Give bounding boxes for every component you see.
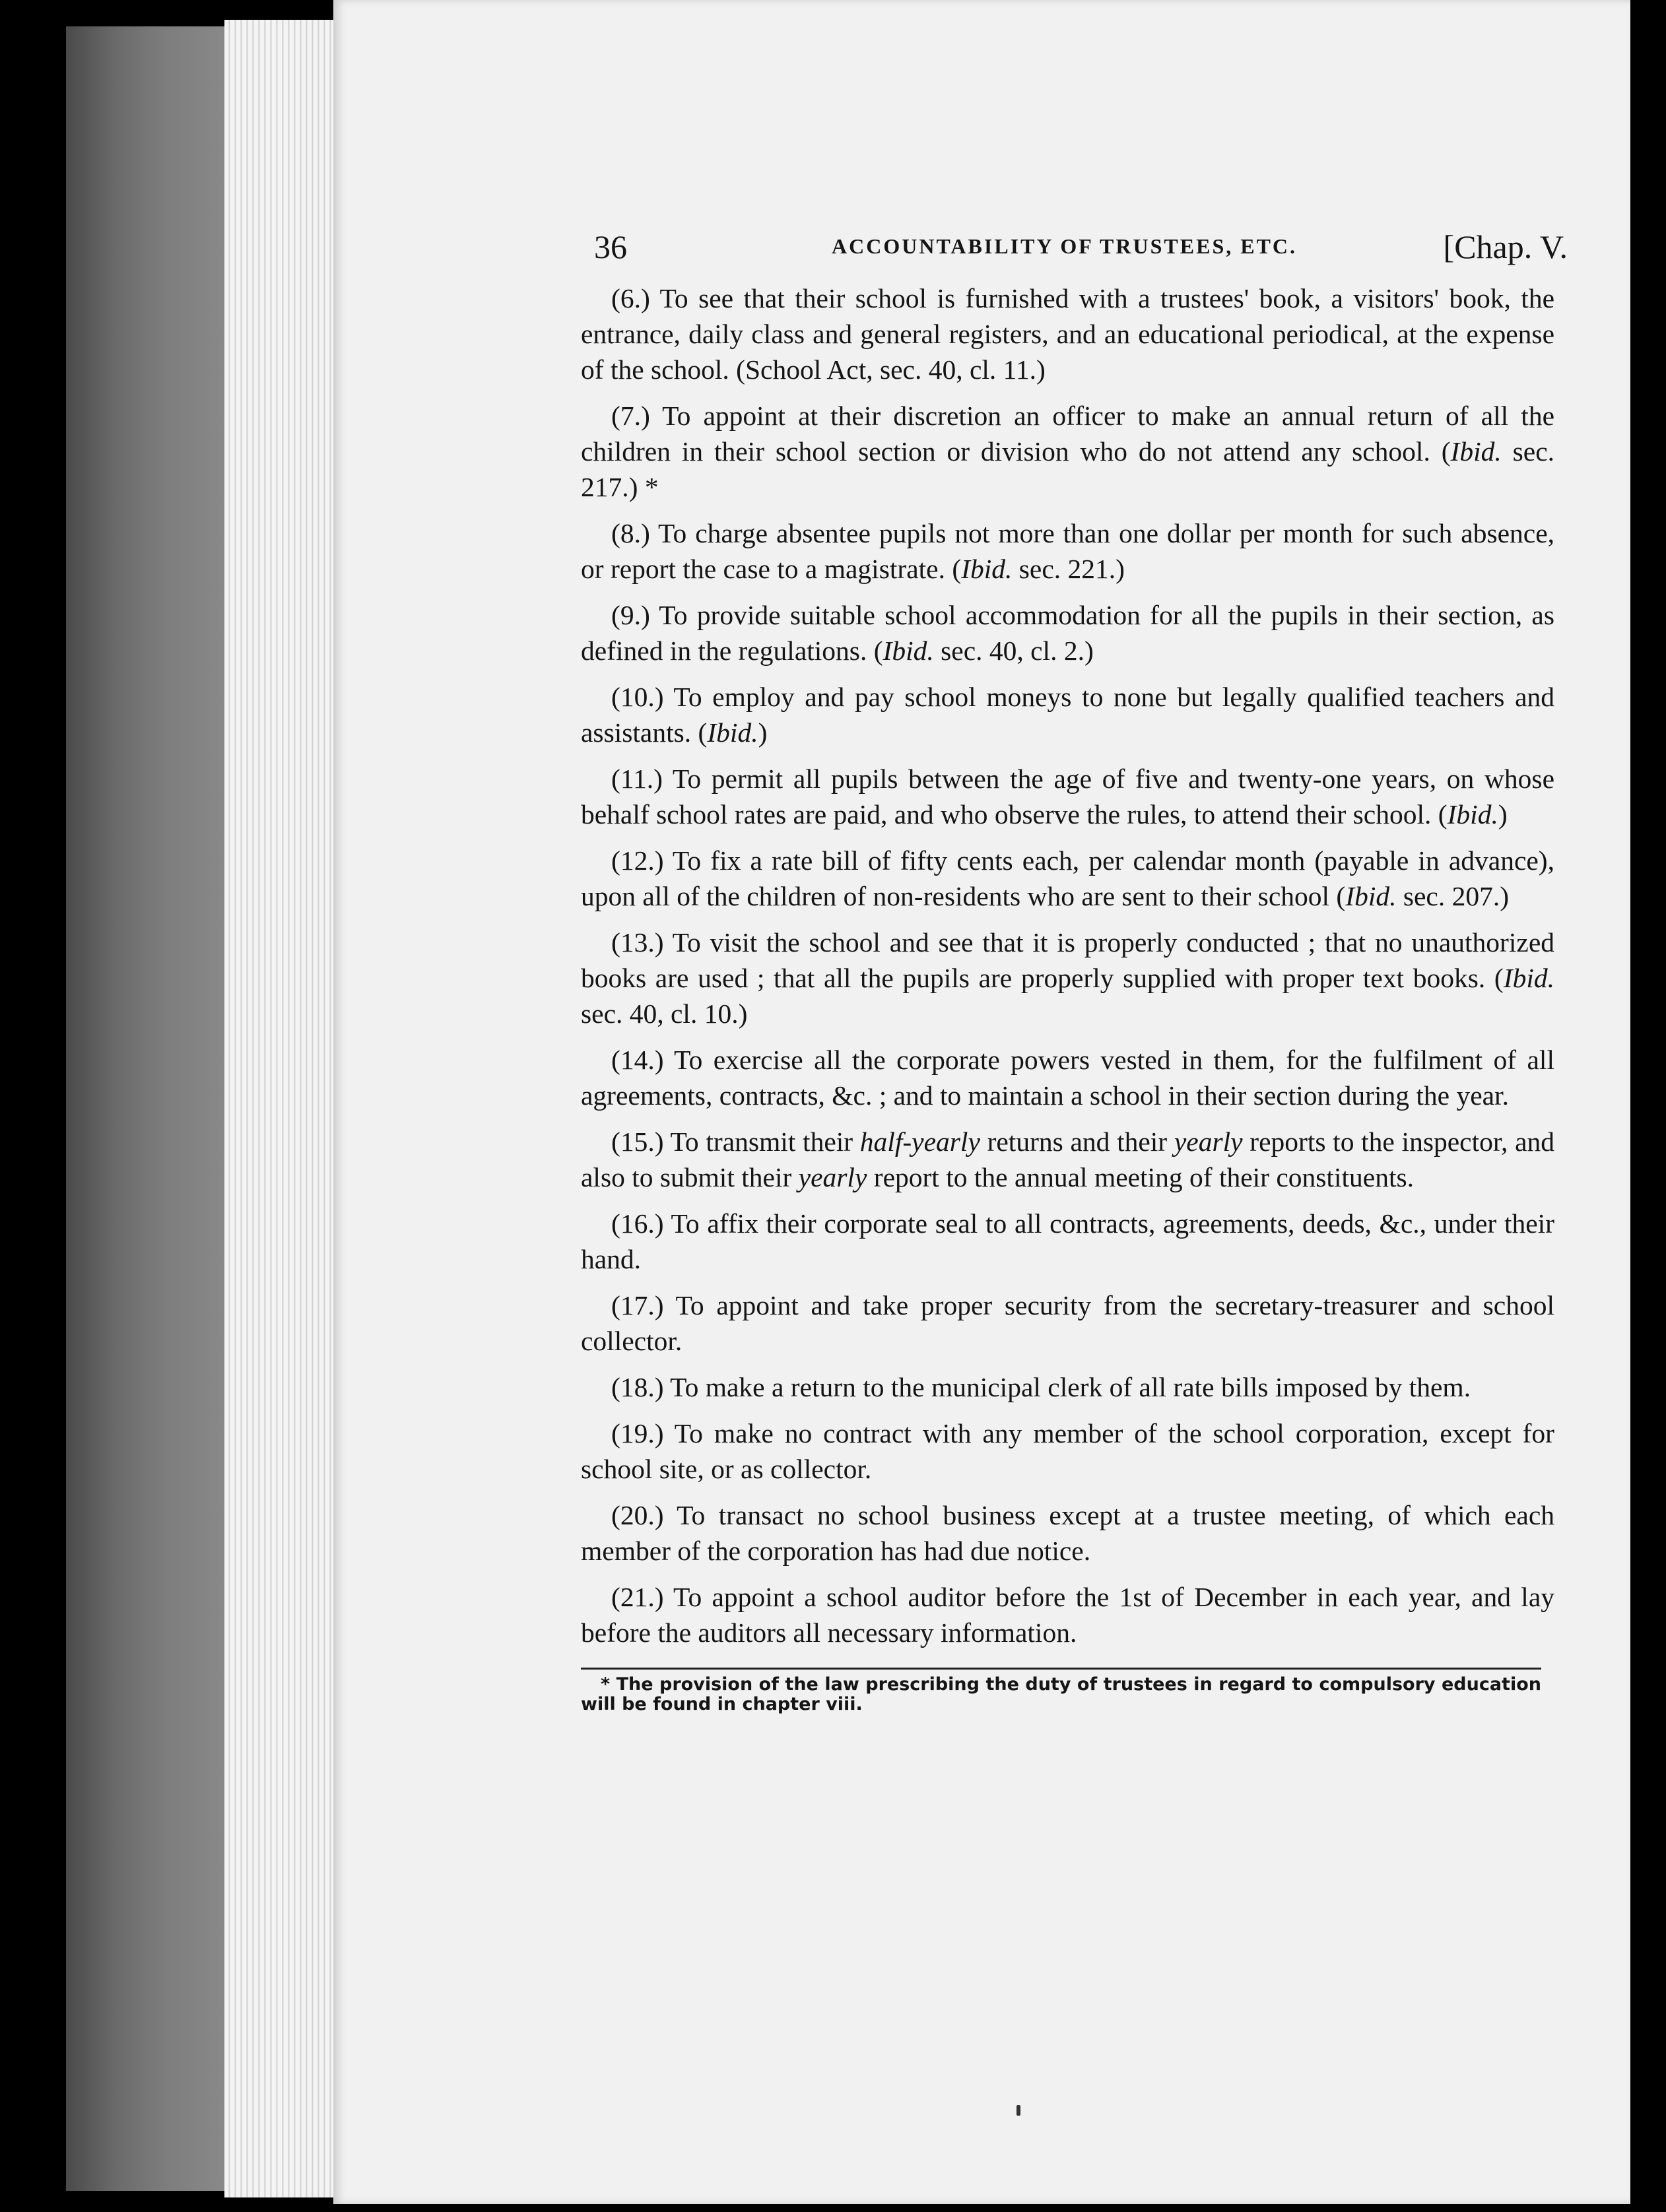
footnote: * The provision of the law prescribing the duty of trustees in regard to compulsory education will be found in chapter viii. xyxy=(581,1674,1541,1714)
page-number: 36 xyxy=(594,228,627,265)
clause-number: (9.) xyxy=(611,600,650,630)
clause-text: To see that their school is furnished with a trustees' book, a visitors' book, the entrance, daily class and general registers, and an educational periodical, at the expense of the school. (School Act, sec. 40, cl. 11.) xyxy=(581,283,1554,385)
clause-11: (11.) To permit all pupils between the age of five and twenty-one years, on whose behalf school rates are paid, and who observe the rules, to attend their school. (Ibid.) xyxy=(581,764,1554,830)
clause-number: (6.) xyxy=(611,283,650,313)
chapter-label: [Chap. V. xyxy=(1443,228,1568,265)
print-speck xyxy=(1016,2105,1020,2116)
clause-19 xyxy=(581,1415,1554,1487)
clause-6 xyxy=(581,280,1554,387)
clause-20 xyxy=(581,1497,1554,1569)
citation-tail: sec. 221.) xyxy=(1012,554,1125,584)
clause-10: (10.) To employ and pay school moneys to none but legally qualified teachers and assistants. (Ibid.) xyxy=(581,682,1554,748)
clause-12: (12.) To fix a rate bill of fifty cents each, per calendar month (payable in advance), upon all of the children of non-residents who are sent to their school (Ibid. sec. 207.) xyxy=(581,845,1554,911)
emphasis-yearly: yearly xyxy=(1174,1126,1243,1157)
clause-15 xyxy=(581,1124,1554,1195)
page-content xyxy=(581,228,1568,1732)
ibid-ref: Ibid. xyxy=(1447,799,1498,830)
ibid-ref: Ibid. xyxy=(1450,436,1502,467)
clause-text: To permit all pupils between the age of five and twenty-one years, on whose behalf school rates are paid, and who observe the rules, to attend their school. xyxy=(581,764,1554,830)
clause-14 xyxy=(581,1042,1554,1113)
citation-tail: sec. 40, cl. 10.) xyxy=(581,998,748,1029)
clause-number: (18.) xyxy=(611,1372,664,1402)
clause-17 xyxy=(581,1287,1554,1359)
clause-number: (10.) xyxy=(611,682,664,712)
clause-number: (16.) xyxy=(611,1208,664,1239)
ibid-ref: Ibid. xyxy=(883,635,934,666)
clause-text: To appoint at their discretion an officer to make an annual return of all the children in their school section or division who do not attend any school. xyxy=(581,401,1554,467)
clause-number: (21.) xyxy=(611,1582,664,1612)
clause-number: (12.) xyxy=(611,845,664,876)
clause-text-pre: To transmit their xyxy=(663,1126,860,1157)
clause-text: To make a return to the municipal clerk of all rate bills imposed by them. xyxy=(663,1372,1471,1402)
citation-tail: sec. 40, cl. 2.) xyxy=(933,635,1094,666)
book-spine xyxy=(0,0,66,2212)
clause-number: (7.) xyxy=(611,401,650,431)
page-edges xyxy=(224,20,337,2197)
clause-number: (19.) xyxy=(611,1418,664,1448)
clause-text-mid: returns and their xyxy=(980,1126,1174,1157)
clause-text: To exercise all the corporate powers vested in them, for the fulfilment of all agreements, contracts, &c. ; and to maintain a school in their section during the year. xyxy=(581,1045,1554,1111)
clause-13: (13.) To visit the school and see that it is properly conducted ; that no unauthorized books are used ; that all the pupils are properly supplied with proper text books. (Ibid. sec. 40, cl. 10.) xyxy=(581,927,1554,1029)
clause-text-post: report to the annual meeting of their constituents. xyxy=(867,1162,1414,1192)
clause-21 xyxy=(581,1579,1554,1650)
clause-text: To employ and pay school moneys to none but legally qualified teachers and assistants. xyxy=(581,682,1554,748)
clause-text: To transact no school business except at a trustee meeting, of which each member of the corporation has had due notice. xyxy=(581,1500,1554,1566)
emphasis-half-yearly: half-yearly xyxy=(859,1126,980,1157)
running-head xyxy=(581,228,1568,280)
clause-text: To charge absentee pupils not more than one dollar per month for such absence, or report the case to a magistrate. xyxy=(581,518,1554,584)
citation-tail: ) xyxy=(758,717,768,748)
book-binding xyxy=(66,26,231,2191)
clause-18 xyxy=(581,1369,1554,1405)
emphasis-yearly: yearly xyxy=(798,1162,867,1192)
clause-number: (20.) xyxy=(611,1500,664,1530)
clause-9: (9.) To provide suitable school accommodation for all the pupils in their section, as defined in the regulations. (Ibid. sec. 40, cl. 2.) xyxy=(581,600,1554,666)
clause-text-mid: reports to the inspector, and also to submit their xyxy=(581,1126,1554,1192)
citation-tail: sec. 217.) * xyxy=(581,436,1554,502)
clause-8: (8.) To charge absentee pupils not more than one dollar per month for such absence, or report the case to a magistrate. (Ibid. sec. 221.) xyxy=(581,518,1554,584)
clause-text: To provide suitable school accommodation for all the pupils in their section, as defined in the regulations. xyxy=(581,600,1554,666)
clause-number: (13.) xyxy=(611,927,664,958)
clause-text: To make no contract with any member of the school corporation, except for school site, or as collector. xyxy=(581,1418,1554,1484)
citation-tail: sec. 207.) xyxy=(1396,881,1510,911)
clause-text: To appoint a school auditor before the 1st of December in each year, and lay before the auditors all necessary information. xyxy=(581,1582,1554,1648)
clause-text: To affix their corporate seal to all contracts, agreements, deeds, &c., under their hand. xyxy=(581,1208,1554,1274)
ibid-ref: Ibid. xyxy=(1345,881,1397,911)
ibid-ref: Ibid. xyxy=(1503,963,1554,993)
footnote-divider xyxy=(581,1668,1541,1670)
running-title: ACCOUNTABILITY OF TRUSTEES, ETC. xyxy=(832,234,1298,258)
clause-number: (15.) xyxy=(611,1126,664,1157)
clause-text: To visit the school and see that it is properly conducted ; that no unauthorized books are used ; that all the pupils are properly supplied with proper text books. xyxy=(581,927,1554,993)
clause-number: (11.) xyxy=(611,764,663,794)
clause-16 xyxy=(581,1206,1554,1277)
clause-number: (17.) xyxy=(611,1290,664,1320)
clause-7: (7.) To appoint at their discretion an officer to make an annual return of all the children in their school section or division who do not attend any school. (Ibid. sec. 217.) * xyxy=(581,401,1554,502)
clause-text: To fix a rate bill of fifty cents each, per calendar month (payable in advance), upon all of the children of non-residents who are sent to their school xyxy=(581,845,1554,911)
clause-number: (14.) xyxy=(611,1045,664,1075)
scan-border-right xyxy=(1630,0,1666,2212)
clause-text: To appoint and take proper security from the secretary-treasurer and school collector. xyxy=(581,1290,1554,1356)
ibid-ref: Ibid. xyxy=(961,554,1013,584)
citation-tail: ) xyxy=(1498,799,1508,830)
ibid-ref: Ibid. xyxy=(707,717,758,748)
clause-number: (8.) xyxy=(611,518,650,548)
